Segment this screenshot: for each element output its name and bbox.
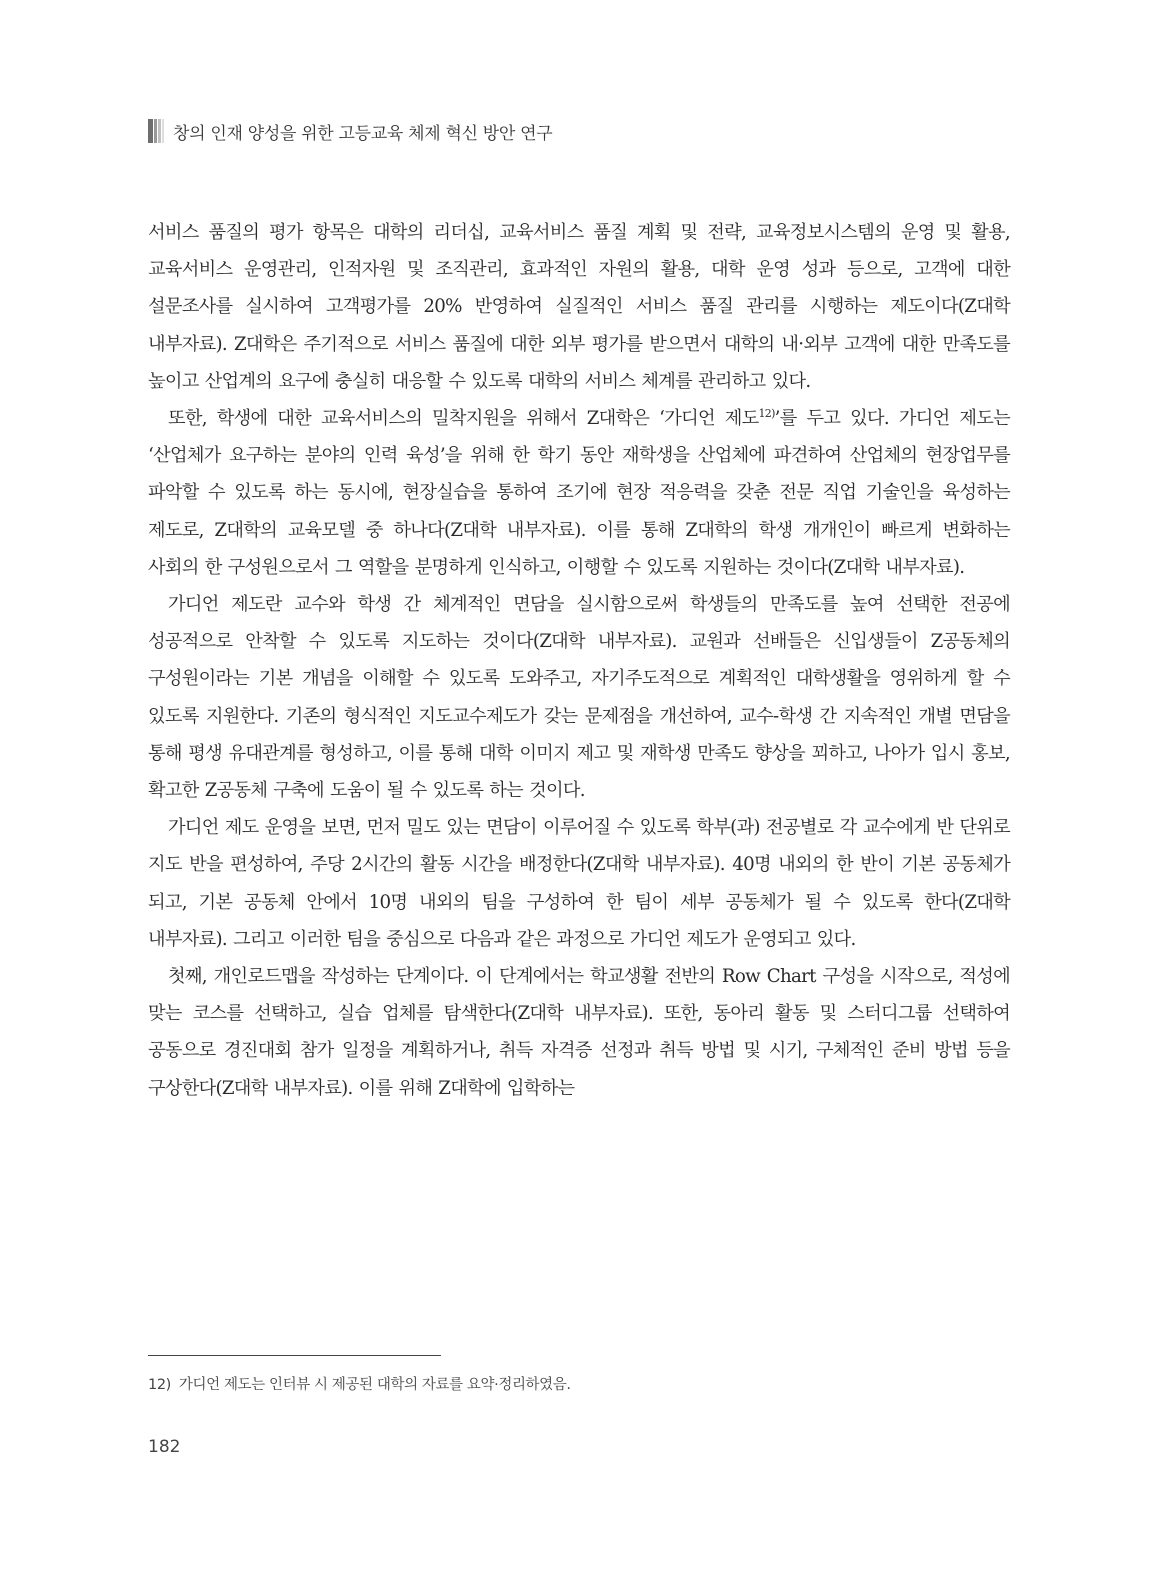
- running-header: [148, 118, 552, 144]
- header-bars-decoration: [148, 119, 164, 143]
- footnote-divider: [148, 1355, 441, 1356]
- header-title: 창의 인재 양성을 위한 고등교육 체제 혁신 방안 연구: [173, 123, 553, 144]
- footnote-text: 가디언 제도는 인터뷰 시 제공된 대학의 자료를 요약·정리하였음.: [178, 1377, 571, 1393]
- page-number: 182: [148, 1437, 181, 1457]
- paragraph-2-after: ’를 두고 있다. 가디언 제도는 ‘산업체가 요구하는 분야의 인력 육성’을 위해 한 학기 동안 재학생을 산업체에 파견하여 산업체의 현장업무를 파악할 수 있도록 하는 동시에, 현장실습을 통하여 조기에 현장 적응력을 갖춘 전문 직업 기술인을 육성하는 제도로, Z대학의 교육모델 중 하나다(Z대학 내부자료). 이를 통해 Z대학의 학생 개개인이 빠르게 변화하는 사회의 한 구성원으로서 그 역할을 분명하게 인식하고, 이행할 수 있도록 지원하는 것이다(Z대학 내부자료).: [148, 408, 1010, 578]
- footnote: [148, 1373, 1010, 1394]
- footnote-number: 12): [148, 1377, 171, 1393]
- paragraph-3: 가디언 제도란 교수와 학생 간 체계적인 면담을 실시함으로써 학생들의 만족도를 높여 선택한 전공에 성공적으로 안착할 수 있도록 지도하는 것이다(Z대학 내부자료). 교원과 선배들은 신입생들이 Z공동체의 구성원이라는 기본 개념을 이해할 수 있도록 도와주고, 자기주도적으로 계획적인 대학생활을 영위하게 할 수 있도록 지원한다. 기존의 형식적인 지도교수제도가 갖는 문제점을 개선하여, 교수-학생 간 지속적인 개별 면담을 통해 평생 유대관계를 형성하고, 이를 통해 대학 이미지 제고 및 재학생 만족도 향상을 꾀하고, 나아가 입시 홍보, 확고한 Z공동체 구축에 도움이 될 수 있도록 하는 것이다.: [148, 594, 1010, 802]
- footnote-reference: 12): [758, 406, 775, 420]
- paragraph-1: 서비스 품질의 평가 항목은 대학의 리더십, 교육서비스 품질 계획 및 전략, 교육정보시스템의 운영 및 활용, 교육서비스 운영관리, 인적자원 및 조직관리, 효과적인 자원의 활용, 대학 운영 성과 등으로, 고객에 대한 설문조사를 실시하여 고객평가를 20% 반영하여 실질적인 서비스 품질 관리를 시행하는 제도이다(Z대학 내부자료). Z대학은 주기적으로 서비스 품질에 대한 외부 평가를 받으면서 대학의 내·외부 고객에 대한 만족도를 높이고 산업계의 요구에 충실히 대응할 수 있도록 대학의 서비스 체계를 관리하고 있다.: [148, 222, 1010, 392]
- paragraph-4: 가디언 제도 운영을 보면, 먼저 밀도 있는 면담이 이루어질 수 있도록 학부(과) 전공별로 각 교수에게 반 단위로 지도 반을 편성하여, 주당 2시간의 활동 시간을 배정한다(Z대학 내부자료). 40명 내외의 한 반이 기본 공동체가 되고, 기본 공동체 안에서 10명 내외의 팀을 구성하여 한 팀이 세부 공동체가 될 수 있도록 한다(Z대학 내부자료). 그리고 이러한 팀을 중심으로 다음과 같은 과정으로 가디언 제도가 운영되고 있다.: [148, 817, 1010, 950]
- paragraph-2-before: 또한, 학생에 대한 교육서비스의 밀착지원을 위해서 Z대학은 ‘가디언 제도: [168, 408, 759, 430]
- paragraph-5: 첫째, 개인로드맵을 작성하는 단계이다. 이 단계에서는 학교생활 전반의 Row Chart 구성을 시작으로, 적성에 맞는 코스를 선택하고, 실습 업체를 탐색한다(Z대학 내부자료). 또한, 동아리 활동 및 스터디그룹 선택하여 공동으로 경진대회 참가 일정을 계획하거나, 취득 자격증 선정과 취득 방법 및 시기, 구체적인 준비 방법 등을 구상한다(Z대학 내부자료). 이를 위해 Z대학에 입학하는: [148, 966, 1010, 1099]
- body-text: [148, 214, 1010, 1107]
- paragraph-2: [148, 400, 1010, 586]
